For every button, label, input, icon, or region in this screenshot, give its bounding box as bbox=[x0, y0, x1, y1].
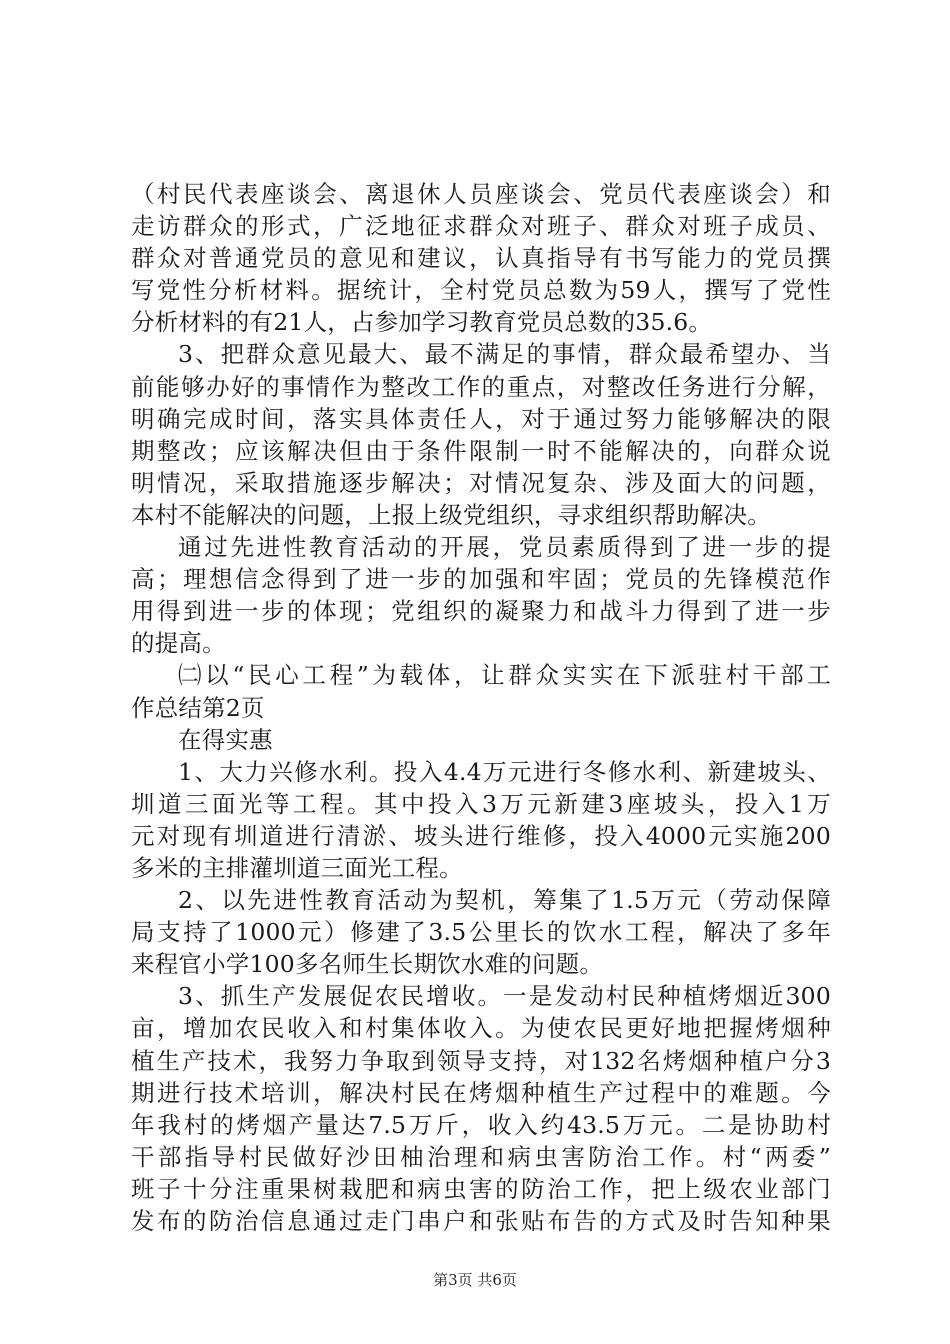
text-line: 写党性分析材料。据统计，全村党员总数为59人，撰写了党性 bbox=[131, 276, 831, 305]
text-line: 群众对普通党员的意见和建议，认真指导有书写能力的党员撰 bbox=[131, 244, 831, 273]
text-line: 年我村的烤烟产量达7.5万斤，收入约43.5万元。二是协助村 bbox=[131, 1110, 831, 1139]
text-line: 来程官小学100多名师生长期饮水难的问题。 bbox=[131, 950, 604, 979]
text-line: 本村不能解决的问题，上报上级党组织，寻求组织帮助解决。 bbox=[131, 500, 771, 529]
text-line: 干部指导村民做好沙田柚治理和病虫害防治工作。村“两委” bbox=[131, 1142, 831, 1171]
text-line: 的提高。 bbox=[131, 629, 226, 658]
text-line: 2、以先进性教育活动为契机，筹集了1.5万元（劳动保障 bbox=[178, 886, 831, 915]
text-line: 3、抓生产发展促农民增收。一是发动村民种植烤烟近300 bbox=[178, 982, 831, 1011]
text-line: 1、大力兴修水利。投入4.4万元进行冬修水利、新建坡头、 bbox=[178, 757, 831, 786]
text-line: 期进行技术培训，解决村民在烤烟种植生产过程中的难题。今 bbox=[131, 1078, 831, 1107]
text-line: 植生产技术，我努力争取到领导支持，对132名烤烟种植户分3 bbox=[131, 1046, 831, 1075]
text-line: 用得到进一步的体现；党组织的凝聚力和战斗力得到了进一步 bbox=[131, 597, 831, 626]
text-line: 通过先进性教育活动的开展，党员素质得到了进一步的提 bbox=[178, 533, 831, 562]
text-line: 作总结第2页 bbox=[131, 693, 265, 722]
text-line: 前能够办好的事情作为整改工作的重点，对整改任务进行分解， bbox=[131, 372, 831, 401]
text-line: 元对现有圳道进行清淤、坡头进行维修，投入4000元实施200 bbox=[131, 821, 831, 850]
text-line: ㈡以“民心工程”为载体，让群众实实在下派驻村干部工 bbox=[178, 661, 831, 690]
text-line: 明情况，采取措施逐步解决；对情况复杂、涉及面大的问题， bbox=[131, 468, 831, 497]
page-footer: 第3页 共6页 bbox=[433, 1271, 517, 1289]
document-body bbox=[131, 178, 831, 1237]
text-line: 3、把群众意见最大、最不满足的事情，群众最希望办、当 bbox=[178, 340, 831, 369]
text-line: 在得实惠 bbox=[178, 725, 273, 754]
text-line: 局支持了1000元）修建了3.5公里长的饮水工程，解决了多年 bbox=[131, 918, 831, 947]
text-line: 多米的主排灌圳道三面光工程。 bbox=[131, 853, 463, 882]
text-line: 圳道三面光等工程。其中投入3万元新建3座坡头，投入1万 bbox=[131, 789, 831, 818]
text-line: 期整改；应该解决但由于条件限制一时不能解决的，向群众说 bbox=[131, 436, 831, 465]
text-line: 明确完成时间，落实具体责任人，对于通过努力能够解决的限 bbox=[131, 404, 831, 433]
text-line: 走访群众的形式，广泛地征求群众对班子、群众对班子成员、 bbox=[131, 212, 831, 241]
text-line: 分析材料的有21人，占参加学习教育党员总数的35.6。 bbox=[131, 308, 713, 337]
text-line: 高；理想信念得到了进一步的加强和牢固；党员的先锋模范作 bbox=[131, 565, 831, 594]
text-line: 班子十分注重果树栽肥和病虫害的防治工作，把上级农业部门 bbox=[131, 1174, 831, 1203]
text-line: （村民代表座谈会、离退休人员座谈会、党员代表座谈会）和 bbox=[131, 180, 831, 208]
text-line: 发布的防治信息通过走门串户和张贴布告的方式及时告知种果 bbox=[131, 1207, 831, 1235]
text-line: 亩，增加农民收入和村集体收入。为使农民更好地把握烤烟种 bbox=[131, 1014, 831, 1043]
